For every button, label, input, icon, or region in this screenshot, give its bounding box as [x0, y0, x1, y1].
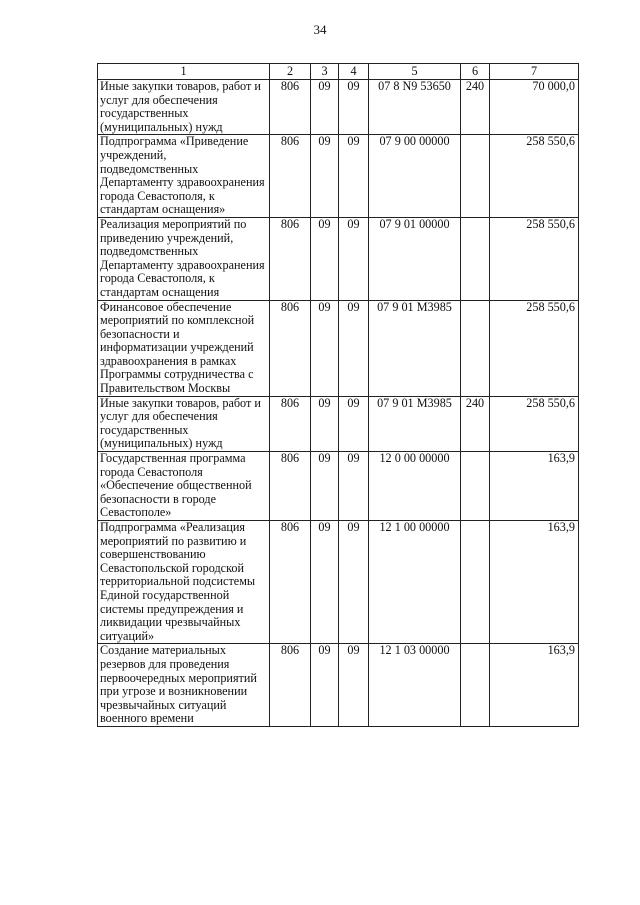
row-ministry-code: 806 — [270, 300, 311, 396]
row-expense-type: 240 — [461, 80, 490, 135]
row-amount: 163,9 — [490, 452, 579, 521]
row-expense-type — [461, 452, 490, 521]
row-name: Подпрограмма «Приведение учреждений, подведомственных Департаменту здравоохранения города Севастополя, к стандартам оснащения» — [98, 135, 270, 218]
row-name: Подпрограмма «Реализация мероприятий по развитию и совершенствованию Севастопольской городской территориальной подсистемы Единой государственной системы предупреждения и ликвидации чрезвычайных ситуаций» — [98, 521, 270, 644]
table-row — [98, 452, 579, 521]
row-expense-type — [461, 217, 490, 300]
header-col-7: 7 — [490, 64, 579, 80]
row-ministry-code: 806 — [270, 396, 311, 451]
row-amount: 163,9 — [490, 644, 579, 727]
row-section-code: 09 — [311, 521, 339, 644]
row-amount: 258 550,6 — [490, 135, 579, 218]
row-amount: 258 550,6 — [490, 217, 579, 300]
row-subsection-code: 09 — [339, 644, 369, 727]
row-expense-type — [461, 644, 490, 727]
row-name: Государственная программа города Севастополя «Обеспечение общественной безопасности в городе Севастополе» — [98, 452, 270, 521]
row-name: Иные закупки товаров, работ и услуг для обеспечения государственных (муниципальных) нужд — [98, 396, 270, 451]
row-target-code: 12 1 03 00000 — [369, 644, 461, 727]
row-ministry-code: 806 — [270, 217, 311, 300]
row-target-code: 07 9 01 М3985 — [369, 300, 461, 396]
table-row — [98, 135, 579, 218]
row-section-code: 09 — [311, 80, 339, 135]
row-target-code: 07 9 01 00000 — [369, 217, 461, 300]
row-section-code: 09 — [311, 135, 339, 218]
row-ministry-code: 806 — [270, 135, 311, 218]
row-section-code: 09 — [311, 217, 339, 300]
row-subsection-code: 09 — [339, 300, 369, 396]
row-target-code: 12 0 00 00000 — [369, 452, 461, 521]
budget-table — [97, 63, 579, 727]
header-col-6: 6 — [461, 64, 490, 80]
page-number: 34 — [313, 22, 327, 37]
row-section-code: 09 — [311, 452, 339, 521]
row-ministry-code: 806 — [270, 452, 311, 521]
header-col-3: 3 — [311, 64, 339, 80]
row-target-code: 07 9 01 М3985 — [369, 396, 461, 451]
row-ministry-code: 806 — [270, 644, 311, 727]
row-amount: 258 550,6 — [490, 396, 579, 451]
row-section-code: 09 — [311, 396, 339, 451]
table-row — [98, 521, 579, 644]
row-amount: 70 000,0 — [490, 80, 579, 135]
row-subsection-code: 09 — [339, 217, 369, 300]
row-amount: 163,9 — [490, 521, 579, 644]
table-row — [98, 300, 579, 396]
row-name: Финансовое обеспечение мероприятий по комплексной безопасности и информатизации учреждений здравоохранения в рамках Программы сотрудничества с Правительством Москвы — [98, 300, 270, 396]
header-col-2: 2 — [270, 64, 311, 80]
row-name: Иные закупки товаров, работ и услуг для обеспечения государственных (муниципальных) нужд — [98, 80, 270, 135]
row-name: Создание материальных резервов для проведения первоочередных мероприятий при угрозе и возникновении чрезвычайных ситуаций военного времени — [98, 644, 270, 727]
row-subsection-code: 09 — [339, 452, 369, 521]
row-section-code: 09 — [311, 644, 339, 727]
row-subsection-code: 09 — [339, 135, 369, 218]
row-amount: 258 550,6 — [490, 300, 579, 396]
row-ministry-code: 806 — [270, 521, 311, 644]
row-target-code: 12 1 00 00000 — [369, 521, 461, 644]
row-section-code: 09 — [311, 300, 339, 396]
table-row — [98, 396, 579, 451]
table-row — [98, 80, 579, 135]
table-row — [98, 644, 579, 727]
row-subsection-code: 09 — [339, 521, 369, 644]
header-col-1: 1 — [98, 64, 270, 80]
row-target-code: 07 8 N9 53650 — [369, 80, 461, 135]
row-expense-type — [461, 300, 490, 396]
header-col-4: 4 — [339, 64, 369, 80]
table-row — [98, 217, 579, 300]
header-col-5: 5 — [369, 64, 461, 80]
row-target-code: 07 9 00 00000 — [369, 135, 461, 218]
row-expense-type: 240 — [461, 396, 490, 451]
row-subsection-code: 09 — [339, 80, 369, 135]
row-expense-type — [461, 135, 490, 218]
row-ministry-code: 806 — [270, 80, 311, 135]
row-subsection-code: 09 — [339, 396, 369, 451]
row-name: Реализация мероприятий по приведению учреждений, подведомственных Департаменту здравоохранения города Севастополя, к стандартам оснащения — [98, 217, 270, 300]
table-header-row — [98, 64, 579, 80]
row-expense-type — [461, 521, 490, 644]
